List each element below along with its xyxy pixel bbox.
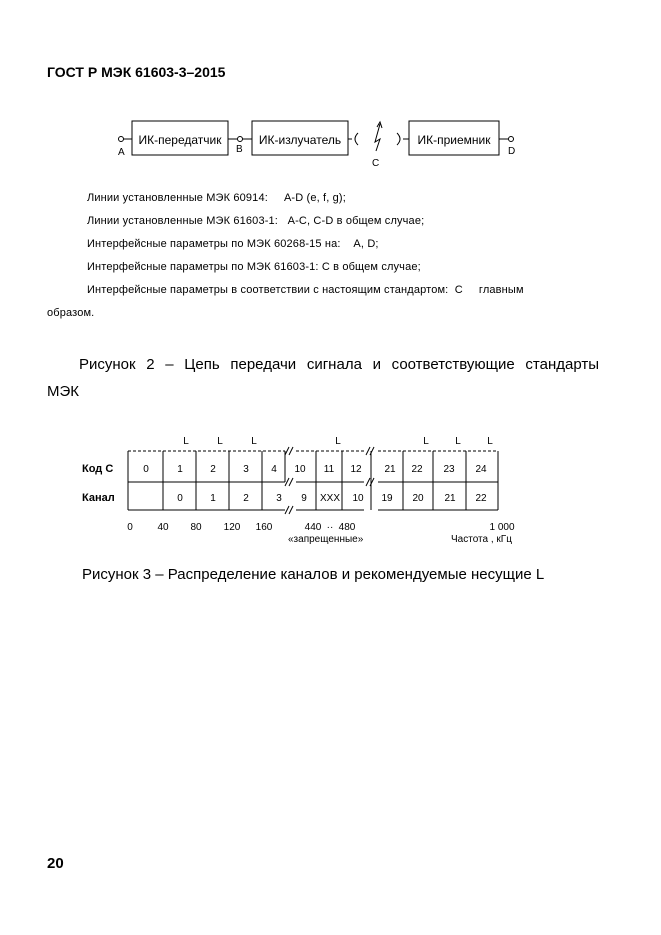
legend-line-5: Интерфейсные параметры в соответствии с настоящим стандартом: С главным — [87, 284, 524, 296]
legend-line-6: образом. — [47, 307, 95, 319]
point-a-label: A — [118, 147, 125, 158]
code-cell-7: 12 — [350, 464, 362, 475]
code-cell-2: 2 — [210, 464, 216, 475]
channel-cell-7: 19 — [381, 493, 393, 504]
legend-line-4: Интерфейсные параметры по МЭК 61603-1: С в общем случае; — [87, 261, 421, 273]
figure-2-diagram — [0, 0, 661, 200]
carrier-marker-l-4: L — [423, 436, 429, 447]
break-mark-b-0 — [289, 447, 293, 455]
frequency-tick-5: 440 — [304, 522, 322, 533]
code-cell-5: 10 — [294, 464, 306, 475]
channel-cell-1: 1 — [210, 493, 216, 504]
frequency-axis-label: Частота , кГц — [451, 534, 512, 545]
block-receiver-label: ИК-приемник — [417, 133, 491, 147]
point-b-terminal — [238, 137, 243, 142]
block-emitter-label: ИК-излучатель — [258, 133, 342, 147]
frequency-gap-dots: ·· — [326, 522, 334, 533]
code-cell-4: 4 — [271, 464, 277, 475]
figure-2-caption-line-1: Рисунок 2 – Цепь передачи сигнала и соответствующие стандарты — [79, 356, 599, 373]
break-mark-a-1 — [285, 478, 289, 486]
frequency-tick-4: 160 — [255, 522, 273, 533]
channel-cell-10: 22 — [475, 493, 487, 504]
code-cell-3: 3 — [243, 464, 249, 475]
receiver-lens — [397, 133, 400, 145]
carrier-marker-l-2: L — [251, 436, 257, 447]
point-d-label: D — [508, 146, 516, 157]
emitter-lens — [355, 133, 358, 145]
carrier-marker-l-0: L — [183, 436, 189, 447]
carrier-marker-l-3: L — [335, 436, 341, 447]
frequency-tick-0: 0 — [127, 522, 133, 533]
frequency-tick-6: 480 — [338, 522, 356, 533]
legend-line-3: Интерфейсные параметры по МЭК 60268-15 на: А, D; — [87, 238, 379, 250]
frequency-tick-3: 120 — [223, 522, 241, 533]
frequency-tick-1: 40 — [157, 522, 169, 533]
frequency-tick-7: 1 000 — [489, 522, 515, 533]
break-mark-a-0 — [285, 447, 289, 455]
channel-cell-5: XXX — [319, 493, 341, 504]
channel-cell-9: 21 — [444, 493, 456, 504]
document-header: ГОСТ Р МЭК 61603-3–2015 — [47, 64, 226, 80]
row-label-code: Код С — [82, 463, 114, 475]
legend-line-1: Линии установленные МЭК 60914: А-D (e, f, g); — [87, 192, 346, 204]
point-b-label: B — [236, 144, 243, 155]
code-cell-1: 1 — [177, 464, 183, 475]
point-d-terminal — [509, 137, 514, 142]
code-cell-8: 21 — [384, 464, 396, 475]
forbidden-label: «запрещенные» — [288, 534, 364, 545]
point-a-terminal — [119, 137, 124, 142]
carrier-marker-l-6: L — [487, 436, 493, 447]
block-transmitter-label: ИК-передатчик — [138, 133, 222, 147]
code-cell-10: 23 — [443, 464, 455, 475]
break-mark-b-1 — [289, 478, 293, 486]
row-label-channel: Канал — [82, 492, 115, 504]
channel-cell-3: 3 — [276, 493, 282, 504]
figure-3-diagram — [0, 430, 661, 560]
break-mark-a-4 — [366, 478, 370, 486]
code-cell-6: 11 — [323, 464, 335, 475]
figure-2-caption-line-2: МЭК — [47, 383, 80, 400]
lightning-icon — [375, 124, 380, 151]
figure-3-caption: Рисунок 3 – Распределение каналов и рекомендуемые несущие L — [82, 566, 545, 583]
break-mark-a-2 — [285, 506, 289, 514]
page-number: 20 — [47, 855, 64, 872]
break-mark-b-2 — [289, 506, 293, 514]
break-mark-a-3 — [366, 447, 370, 455]
frequency-tick-2: 80 — [190, 522, 202, 533]
point-c-label: C — [372, 158, 380, 169]
legend-line-2: Линии установленные МЭК 61603-1: А-С, С-D в общем случае; — [87, 215, 425, 227]
carrier-marker-l-1: L — [217, 436, 223, 447]
channel-cell-4: 9 — [301, 493, 307, 504]
code-cell-9: 22 — [411, 464, 423, 475]
code-cell-0: 0 — [143, 464, 149, 475]
channel-cell-8: 20 — [412, 493, 424, 504]
channel-cell-2: 2 — [243, 493, 249, 504]
code-cell-11: 24 — [475, 464, 487, 475]
channel-cell-6: 10 — [352, 493, 364, 504]
channel-cell-0: 0 — [177, 493, 183, 504]
carrier-marker-l-5: L — [455, 436, 461, 447]
